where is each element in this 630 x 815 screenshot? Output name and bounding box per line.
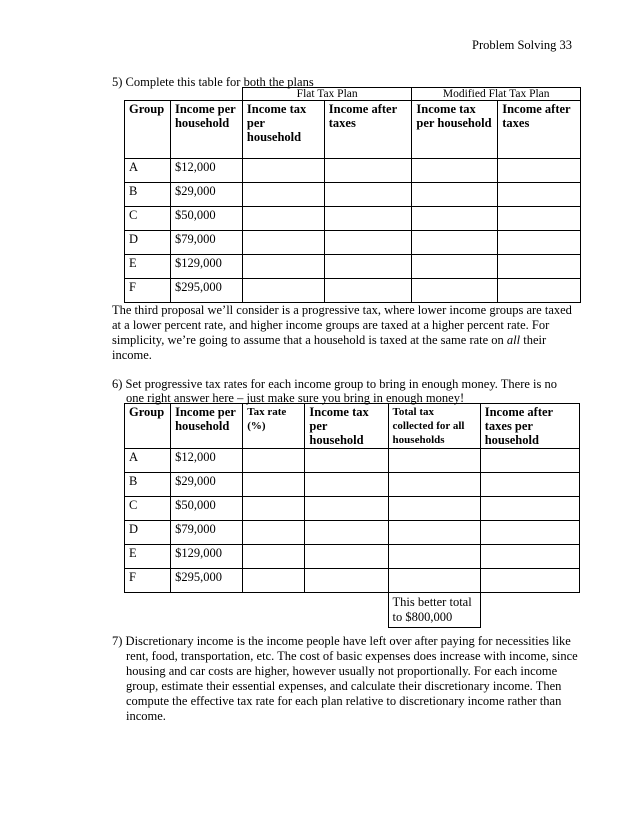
answer-cell[interactable]	[480, 449, 579, 473]
question-7-prompt	[112, 634, 582, 724]
answer-cell[interactable]	[243, 473, 305, 497]
answer-cell[interactable]	[412, 183, 498, 207]
column-header: Income after taxes	[498, 101, 581, 159]
group-cell: C	[125, 207, 171, 231]
column-header: Total tax collected for all households	[388, 404, 480, 449]
answer-cell[interactable]	[412, 159, 498, 183]
answer-cell[interactable]	[498, 231, 581, 255]
answer-cell[interactable]	[412, 231, 498, 255]
question-6-line-2: one right answer here – just make sure you bring in enough money!	[126, 391, 465, 405]
answer-cell[interactable]	[480, 569, 579, 593]
answer-cell[interactable]	[324, 255, 412, 279]
question-6-prompt	[112, 377, 572, 405]
answer-cell[interactable]	[480, 521, 579, 545]
answer-cell[interactable]	[498, 279, 581, 303]
answer-cell[interactable]	[412, 279, 498, 303]
answer-cell[interactable]	[412, 207, 498, 231]
answer-cell[interactable]	[305, 545, 388, 569]
income-cell: $79,000	[171, 521, 243, 545]
answer-cell[interactable]	[243, 521, 305, 545]
total-tax-cell[interactable]	[388, 593, 480, 628]
group-cell: A	[125, 449, 171, 473]
answer-cell[interactable]	[498, 255, 581, 279]
total-note: This better total to $800,000	[392, 595, 472, 624]
answer-cell[interactable]	[388, 569, 480, 593]
answer-cell[interactable]	[243, 449, 305, 473]
group-cell: B	[125, 473, 171, 497]
answer-cell[interactable]	[243, 569, 305, 593]
income-cell: $50,000	[171, 497, 243, 521]
answer-cell[interactable]	[388, 521, 480, 545]
paragraph-text-end: their income.	[112, 333, 547, 362]
answer-cell[interactable]	[242, 231, 324, 255]
answer-cell[interactable]	[242, 279, 324, 303]
answer-cell[interactable]	[305, 473, 388, 497]
column-header: Tax rate (%)	[243, 404, 305, 449]
column-header: Income tax per household	[242, 101, 324, 159]
answer-cell[interactable]	[305, 569, 388, 593]
answer-cell[interactable]	[243, 497, 305, 521]
answer-cell[interactable]	[324, 207, 412, 231]
question-7-line-1: 7) Discretionary income is the income people have left over after paying for necessities like	[112, 634, 571, 648]
income-cell: $29,000	[171, 473, 243, 497]
answer-cell[interactable]	[412, 255, 498, 279]
paragraph-text: The third proposal we’ll consider is a progressive tax, where lower income groups are taxed at a lower percent rate, and higher income groups are taxed at a higher percent rate. For simplicity, we’re going to assume that a household is taxed at the same rate on	[112, 303, 572, 347]
income-cell: $295,000	[171, 569, 243, 593]
question-7-rest: rent, food, transportation, etc. The cost of basic expenses does increase with income, since housing and car costs are higher, however usually not proportionally. For each income group, estimate their essential expenses, and calculate their discretionary income. Then compute the effective tax rate for each plan relative to discretionary income rather than income.	[126, 649, 578, 723]
question-5-prompt: 5) Complete this table for both the plans	[112, 75, 314, 89]
answer-cell[interactable]	[388, 545, 480, 569]
answer-cell[interactable]	[388, 473, 480, 497]
answer-cell[interactable]	[498, 207, 581, 231]
answer-cell[interactable]	[305, 521, 388, 545]
answer-cell[interactable]	[388, 497, 480, 521]
income-cell: $50,000	[170, 207, 242, 231]
group-cell: F	[125, 279, 171, 303]
group-cell: E	[125, 545, 171, 569]
column-header: Income after taxes per household	[480, 404, 579, 449]
column-header: Income tax per household	[412, 101, 498, 159]
group-cell: B	[125, 183, 171, 207]
answer-cell[interactable]	[242, 159, 324, 183]
answer-cell[interactable]	[480, 497, 579, 521]
flat-tax-table	[124, 87, 581, 303]
income-cell: $12,000	[171, 449, 243, 473]
flat-tax-plan-header: Flat Tax Plan	[242, 88, 412, 101]
answer-cell[interactable]	[242, 255, 324, 279]
income-cell: $129,000	[170, 255, 242, 279]
group-cell: D	[125, 231, 171, 255]
column-header: Income per household	[171, 404, 243, 449]
income-cell: $12,000	[170, 159, 242, 183]
group-cell: C	[125, 497, 171, 521]
answer-cell[interactable]	[498, 183, 581, 207]
answer-cell[interactable]	[324, 183, 412, 207]
answer-cell[interactable]	[324, 279, 412, 303]
page-header: Problem Solving 33	[472, 38, 573, 52]
question-6-line-1: 6) Set progressive tax rates for each income group to bring in enough money. There is no	[112, 377, 558, 391]
group-cell: E	[125, 255, 171, 279]
answer-cell[interactable]	[242, 207, 324, 231]
column-header: Group	[125, 404, 171, 449]
group-cell: D	[125, 521, 171, 545]
answer-cell[interactable]	[480, 545, 579, 569]
answer-cell[interactable]	[242, 183, 324, 207]
answer-cell[interactable]	[388, 449, 480, 473]
income-cell: $79,000	[170, 231, 242, 255]
paragraph-emphasis: all	[506, 333, 521, 347]
answer-cell[interactable]	[305, 449, 388, 473]
modified-flat-tax-plan-header: Modified Flat Tax Plan	[412, 88, 581, 101]
group-cell: A	[125, 159, 171, 183]
answer-cell[interactable]	[498, 159, 581, 183]
answer-cell[interactable]	[243, 545, 305, 569]
income-cell: $295,000	[170, 279, 242, 303]
income-cell: $129,000	[171, 545, 243, 569]
column-header: Income after taxes	[324, 101, 412, 159]
progressive-tax-paragraph	[112, 303, 572, 363]
answer-cell[interactable]	[305, 497, 388, 521]
column-header: Income per household	[170, 101, 242, 159]
answer-cell[interactable]	[480, 473, 579, 497]
answer-cell[interactable]	[324, 231, 412, 255]
answer-cell[interactable]	[324, 159, 412, 183]
progressive-tax-table	[124, 403, 580, 628]
group-cell: F	[125, 569, 171, 593]
column-header: Group	[125, 101, 171, 159]
column-header: Income tax per household	[305, 404, 388, 449]
income-cell: $29,000	[170, 183, 242, 207]
